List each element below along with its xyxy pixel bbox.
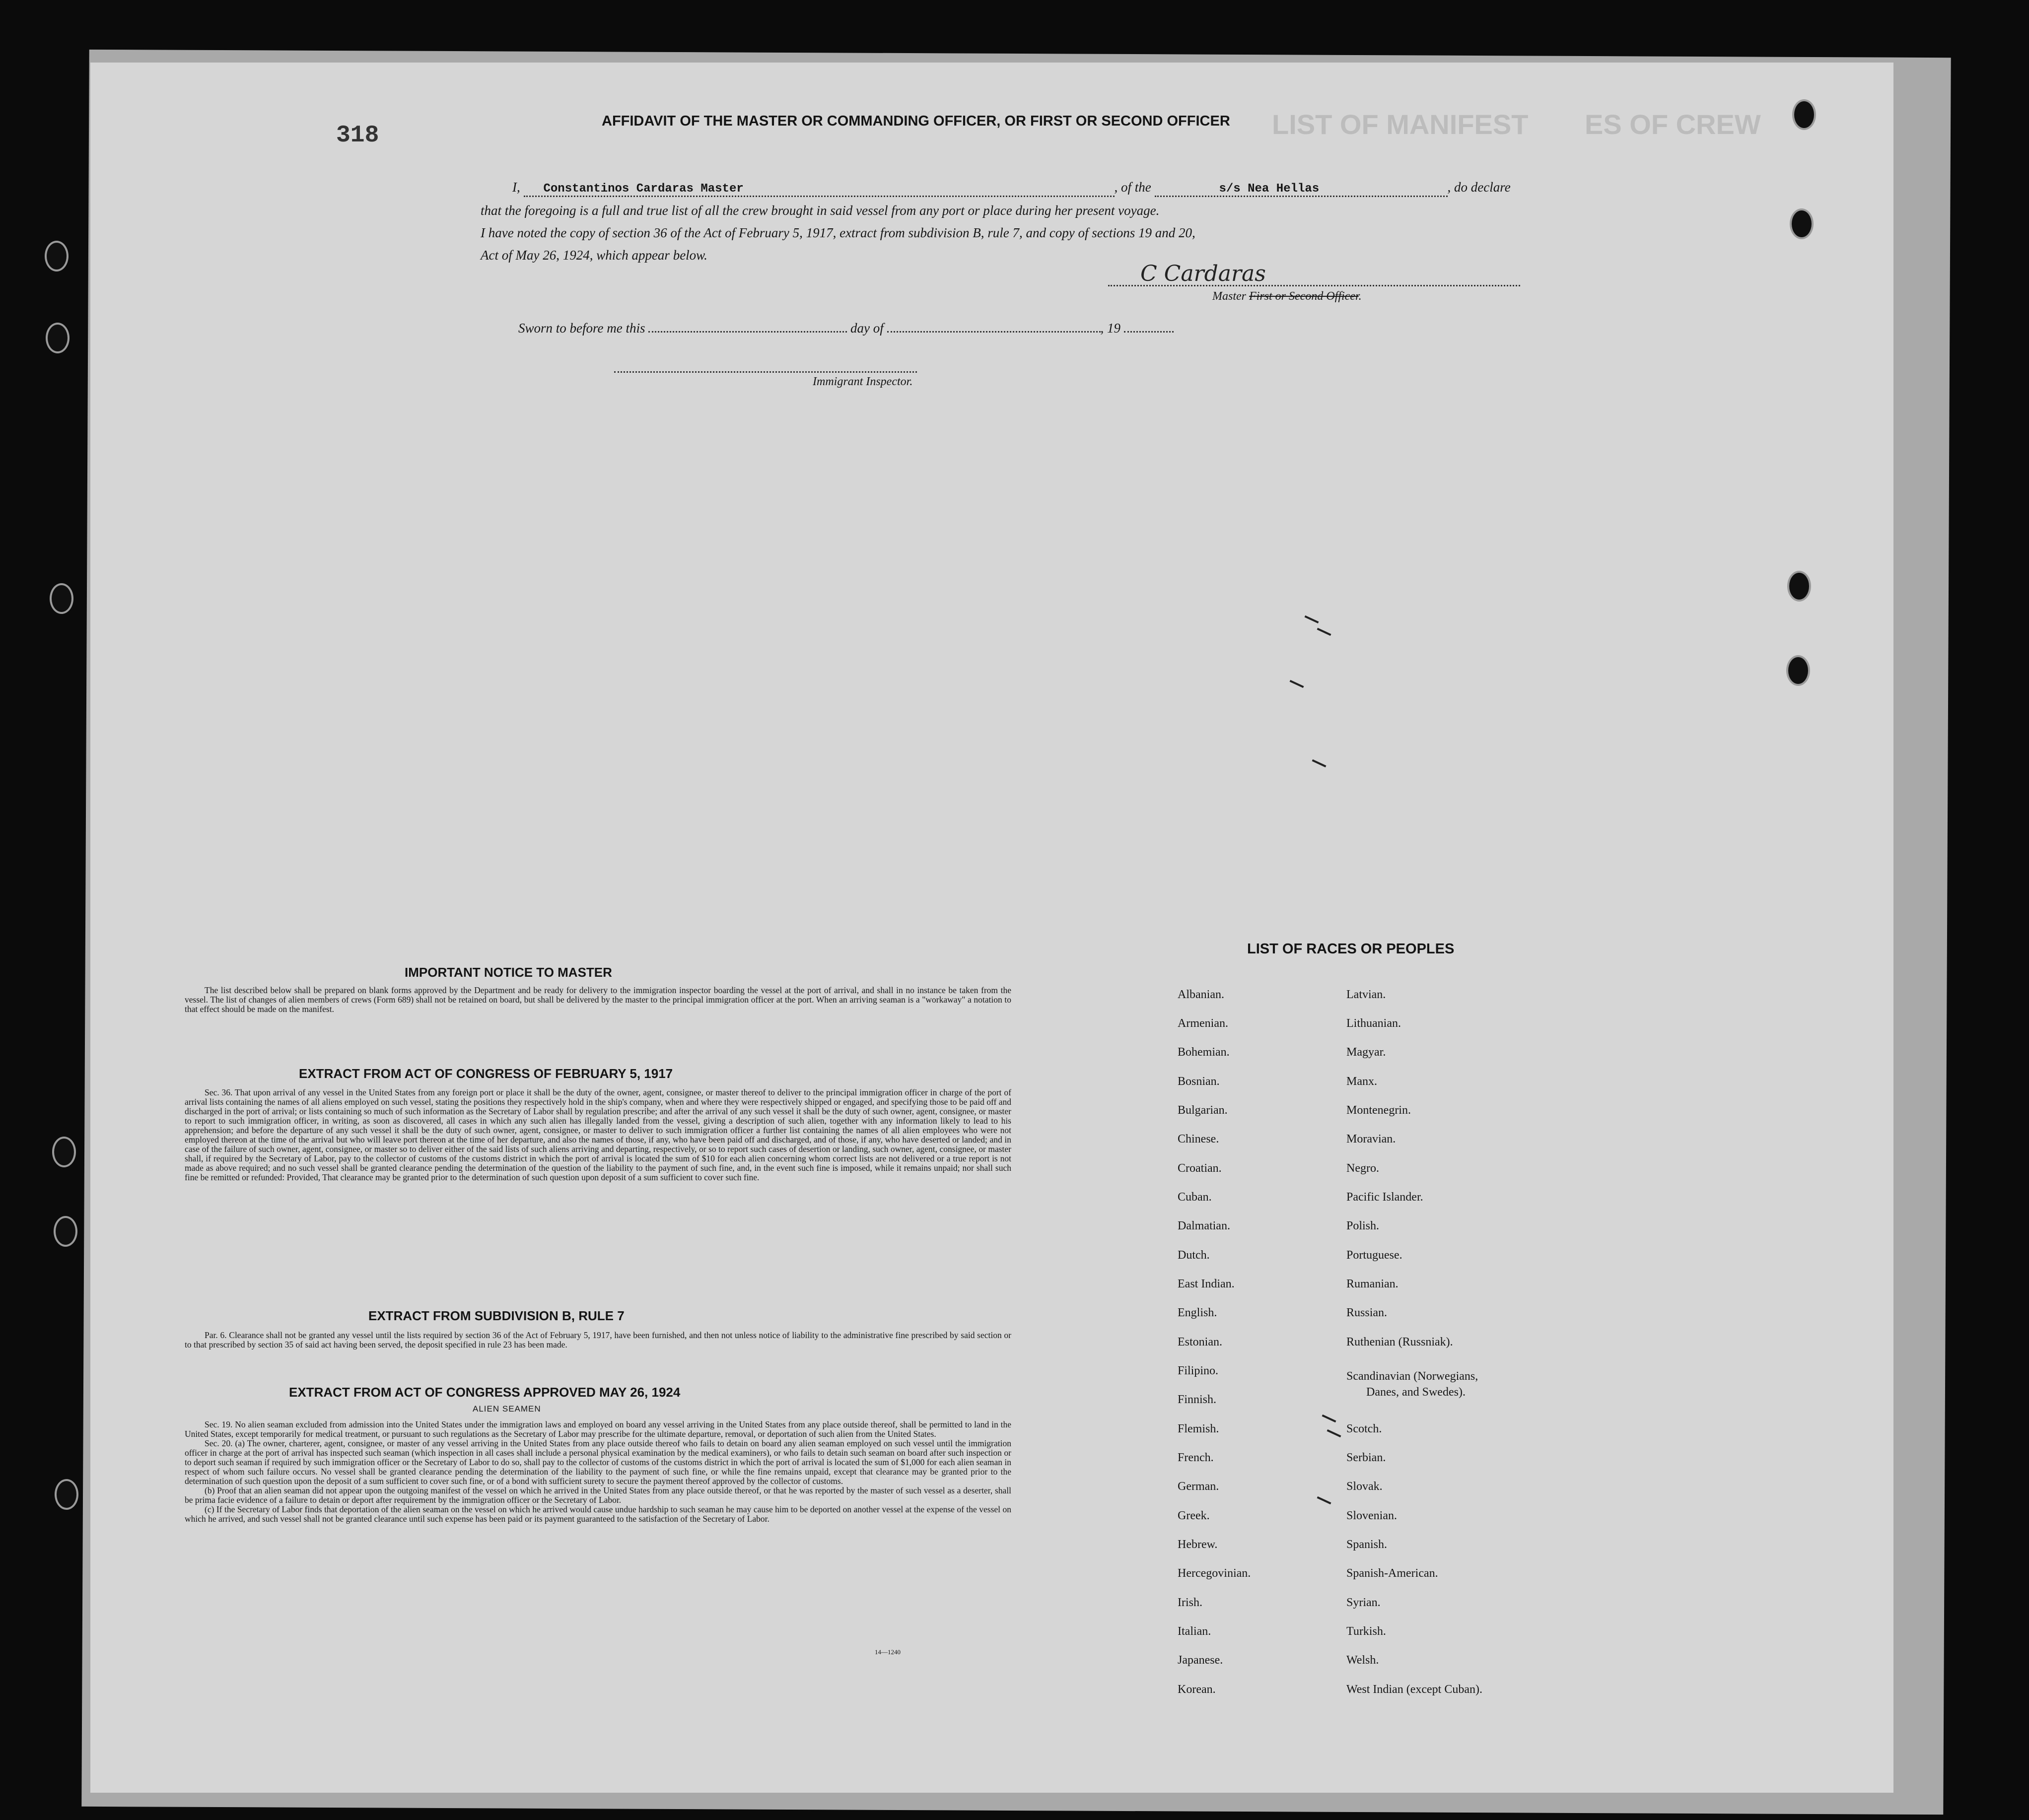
notice-title: IMPORTANT NOTICE TO MASTER [405, 965, 612, 980]
notice-body: The list described below shall be prepared on blank forms approved by the Department and be ready for delivery to the immigration inspector boarding the vessel at the port of arrival, and shall in no instance be taken from the vessel. The list of changes of alien members of crews (Form 689) shall not be retained on board, but shall be delivered by the master to the principal immigration officer at the port. When an arriving seaman is a "workaway" a notation to that effect should be made on the manifest. [185, 985, 1011, 1014]
race-item: East Indian. [1178, 1278, 1235, 1290]
race-item: Turkish. [1346, 1625, 1386, 1638]
race-item: Irish. [1178, 1596, 1202, 1609]
race-item: Polish. [1346, 1219, 1380, 1232]
extract-1924-body [185, 1420, 1011, 1524]
race-item: Hebrew. [1178, 1538, 1218, 1551]
form-number: 14—1240 [875, 1648, 901, 1656]
affidavit-title: AFFIDAVIT OF THE MASTER OR COMMANDING OFFICER, OR FIRST OR SECOND OFFICER [602, 113, 1230, 129]
punch-hole [54, 1216, 77, 1247]
sworn-day: day of [850, 321, 884, 336]
punch-hole [1787, 571, 1811, 602]
race-item: Bohemian. [1178, 1046, 1230, 1059]
signature-line [1108, 285, 1520, 286]
signatory-title [1212, 290, 1362, 303]
race-item: Welsh. [1346, 1654, 1379, 1667]
race-item: Bosnian. [1178, 1075, 1220, 1088]
affidavit-prefix: I, [512, 180, 520, 195]
ink-mark [1322, 1415, 1336, 1422]
sworn-month-field [887, 331, 1101, 333]
race-item: Bulgarian. [1178, 1104, 1228, 1117]
master-name-typed: Constantinos Cardaras Master [543, 182, 744, 196]
race-item: Scandinavian (Norwegians, [1346, 1370, 1478, 1383]
affidavit-do-declare: , do declare [1447, 180, 1511, 195]
extract-rule7-title: EXTRACT FROM SUBDIVISION B, RULE 7 [368, 1308, 625, 1323]
race-item: Negro. [1346, 1162, 1379, 1175]
affidavit-line-1 [512, 180, 1511, 197]
punch-hole [1786, 655, 1810, 686]
master-signature: C Cardaras [1140, 261, 1266, 286]
race-item: Moravian. [1346, 1133, 1396, 1146]
race-item: Korean. [1178, 1683, 1216, 1696]
ink-mark [1312, 759, 1327, 767]
affidavit-of-the: , of the [1114, 180, 1151, 195]
punch-hole [1792, 99, 1816, 130]
master-name-field [524, 180, 1115, 197]
extract-1917-body: Sec. 36. That upon arrival of any vessel in the United States from any foreign port or place it shall be the duty of the owner, agent, consignee, or master thereof to deliver to the principal immigration officer in charge of the port of arrival lists containing the names of all aliens employed on such vessel, stating the positions they respectively hold in the ship's company, when and where they were respectively shipped or engaged, and specifying those to be paid off and discharged in the port of arrival; or lists containing so much of such information as the Secretary of Labor shall by regulation prescribe; and after the arrival of any such vessel it shall be the duty of such owner, agent, consignee, or master to report to such immigration officer, in writing, as soon as discovered, all cases in which any such alien has illegally landed from the vessel, giving a description of such alien, together with any information likely to lead to his apprehension; and before the departure of any such vessel it shall be the duty of such owner, agent, consignee, or master to deliver to such immigration officer a further list containing the names of all alien employees who were not employed thereon at the time of the arrival but who will leave port thereon at the time of her departure, and also the names of those, if any, who have been paid off and discharged, and of those, if any, who have deserted or landed; and in case of the failure of such owner, agent, consignee, or master so to deliver either of the said lists of such aliens arriving and departing, respectively, or so to report such cases of desertion or landing, such owner, agent, consignee, or master shall, if required by the Secretary of Labor, pay to the collector of customs of the customs district in which the port of arrival is located the sum of $10 for each alien concerning whom correct lists are not delivered or a true report is not made as above required; and no such vessel shall be granted clearance pending the determination of the question of the liability to the payment of such fine, and, in the event such fine is imposed, while it remains unpaid; nor shall such fine be remitted or refunded: Provided, That clearance may be granted prior to the determination of such question upon deposit of a sum sufficient to cover such fine. [185, 1087, 1011, 1182]
race-item: Russian. [1346, 1306, 1388, 1319]
race-item: Serbian. [1346, 1451, 1386, 1464]
punch-hole [52, 1137, 76, 1167]
affidavit-sheet [90, 63, 1893, 1793]
affidavit-line-3: I have noted the copy of section 36 of the Act of February 5, 1917, extract from subdivision B, rule 7, and copy of sections 19 and 20, [481, 225, 1195, 240]
sworn-line [518, 321, 1174, 336]
race-item: Chinese. [1178, 1133, 1219, 1146]
ink-mark [1317, 1496, 1331, 1504]
sworn-year-field [1124, 331, 1174, 333]
extract-1924-title: EXTRACT FROM ACT OF CONGRESS APPROVED MAY 26, 1924 [289, 1385, 681, 1400]
vessel-field [1155, 180, 1448, 197]
race-item: Estonian. [1178, 1336, 1222, 1348]
affidavit-line-2: that the foregoing is a full and true list of all the crew brought in said vessel from any port or place during her present voyage. [481, 203, 1160, 218]
race-item: Armenian. [1178, 1017, 1228, 1030]
race-item: Dalmatian. [1178, 1219, 1230, 1232]
punch-hole [50, 583, 73, 614]
extract-1917-title: EXTRACT FROM ACT OF CONGRESS OF FEBRUARY 5, 1917 [299, 1066, 673, 1081]
extract-rule7-body: Par. 6. Clearance shall not be granted any vessel until the lists required by section 36 of the Act of February 5, 1917, have been furnished, and then not unless notice of liability to the administrative fine prescribed by said section or to that prescribed by section 35 of said act having been served, the deposit specified in rule 23 has been made. [185, 1330, 1011, 1349]
punch-hole [55, 1479, 78, 1510]
sworn-prefix: Sworn to before me this [518, 321, 645, 336]
races-title: LIST OF RACES OR PEOPLES [1247, 941, 1455, 957]
ink-mark [1290, 680, 1304, 688]
vessel-typed: s/s Nea Hellas [1219, 182, 1320, 196]
race-item: Ruthenian (Russniak). [1346, 1336, 1453, 1348]
signatory-struck: First or Second Officer [1249, 290, 1359, 303]
race-item: Spanish. [1346, 1538, 1388, 1551]
race-item: Pacific Islander. [1346, 1191, 1423, 1204]
signatory-master: Master [1212, 290, 1246, 303]
ghost-list-title: LIST OF MANIFEST [1272, 109, 1529, 140]
race-item: Portuguese. [1346, 1249, 1402, 1262]
race-item: German. [1178, 1480, 1219, 1493]
inspector-signature-line [614, 371, 917, 373]
race-item: Greek. [1178, 1509, 1210, 1522]
race-item: Slovak. [1346, 1480, 1383, 1493]
race-item: Finnish. [1178, 1393, 1217, 1406]
sec-20b: (b) Proof that an alien seaman did not appear upon the outgoing manifest of the vessel on which he arrived in the United States from any place outside thereof, or that he was reported by the master of such vessel as a deserter, shall be prima facie evidence of a failure to detain or deport after requirement by the immigration officer or the Secretary of Labor. [185, 1485, 1011, 1505]
sec-20a: Sec. 20. (a) The owner, charterer, agent, consignee, or master of any vessel arriving in the United States from any place outside thereof who fails to detain on board any alien seaman employed on such vessel until the immigration officer in charge at the port of arrival has inspected such seaman (which inspection in all cases shall include a personal physical examination by the medical examiners), or who fails to detain such seaman on board after such inspection or to deport such seaman if required by such immigration officer or the Secretary of Labor to do so, shall pay to the collector of customs of the customs district in which the port of arrival is located the sum of $1,000 for each alien seaman in respect of whom such failure occurs. No vessel shall be granted clearance pending the determination of the liability to the payment of such fine, or while the fine remains unpaid, except that clearance may be granted prior to the determination of such question upon the deposit of a sum sufficient to cover such fine, or of a bond with sufficient surety to secure the payment thereof approved by the collector of customs. [185, 1438, 1011, 1486]
race-item: West Indian (except Cuban). [1346, 1683, 1482, 1696]
race-item: French. [1178, 1451, 1214, 1464]
sec-19: Sec. 19. No alien seaman excluded from admission into the United States under the immigration laws and employed on board any vessel arriving in the United States from any place outside thereof, shall be permitted to land in the United States, except temporarily for medical treatment, or pursuant to such regulations as the Secretary of Labor may prescribe for the ultimate departure, removal, or deportation of such alien from the United States. [185, 1419, 1011, 1439]
race-item: Filipino. [1178, 1364, 1219, 1377]
race-item: Italian. [1178, 1625, 1211, 1638]
race-item-continued: Danes, and Swedes). [1366, 1386, 1466, 1399]
race-item: Albanian. [1178, 988, 1224, 1001]
extract-1924-subtitle: ALIEN SEAMEN [473, 1404, 541, 1414]
race-item: Montenegrin. [1346, 1104, 1411, 1117]
race-item: Manx. [1346, 1075, 1377, 1088]
race-item: Japanese. [1178, 1654, 1223, 1667]
race-item: Slovenian. [1346, 1509, 1397, 1522]
race-item: Scotch. [1346, 1422, 1382, 1435]
race-item: Rumanian. [1346, 1278, 1399, 1290]
race-item: Spanish-American. [1346, 1567, 1438, 1580]
sec-20c: (c) If the Secretary of Labor finds that deportation of the alien seaman on the vessel on which he arrived would cause undue hardship to such seaman he may cause him to be deported on another vessel at the expense of the vessel on which he arrived, and such vessel shall not be granted clearance until such expense has been paid or its payment guaranteed to the satisfaction of the Secretary of Labor. [185, 1504, 1011, 1524]
race-item: Dutch. [1178, 1249, 1210, 1262]
race-item: Flemish. [1178, 1422, 1219, 1435]
race-item: Lithuanian. [1346, 1017, 1401, 1030]
race-item: Magyar. [1346, 1046, 1386, 1059]
stamp-number: 318 [336, 122, 379, 149]
affidavit-line-4: Act of May 26, 1924, which appear below. [481, 248, 707, 263]
inspector-label: Immigrant Inspector. [813, 375, 913, 388]
race-item: Hercegovinian. [1178, 1567, 1251, 1580]
signatory-end: . [1358, 290, 1362, 303]
race-item: English. [1178, 1306, 1217, 1319]
ink-mark [1327, 1429, 1341, 1437]
punch-hole [1790, 208, 1814, 239]
punch-hole [46, 323, 70, 353]
ghost-list-title-right: ES OF CREW [1585, 109, 1761, 140]
race-item: Croatian. [1178, 1162, 1222, 1175]
race-item: Latvian. [1346, 988, 1386, 1001]
race-item: Syrian. [1346, 1596, 1381, 1609]
ink-mark [1305, 615, 1319, 623]
sworn-year: , 19 [1100, 321, 1120, 336]
race-item: Cuban. [1178, 1191, 1212, 1204]
sworn-date-field [648, 331, 847, 333]
punch-hole [45, 241, 69, 271]
ink-mark [1317, 628, 1331, 636]
